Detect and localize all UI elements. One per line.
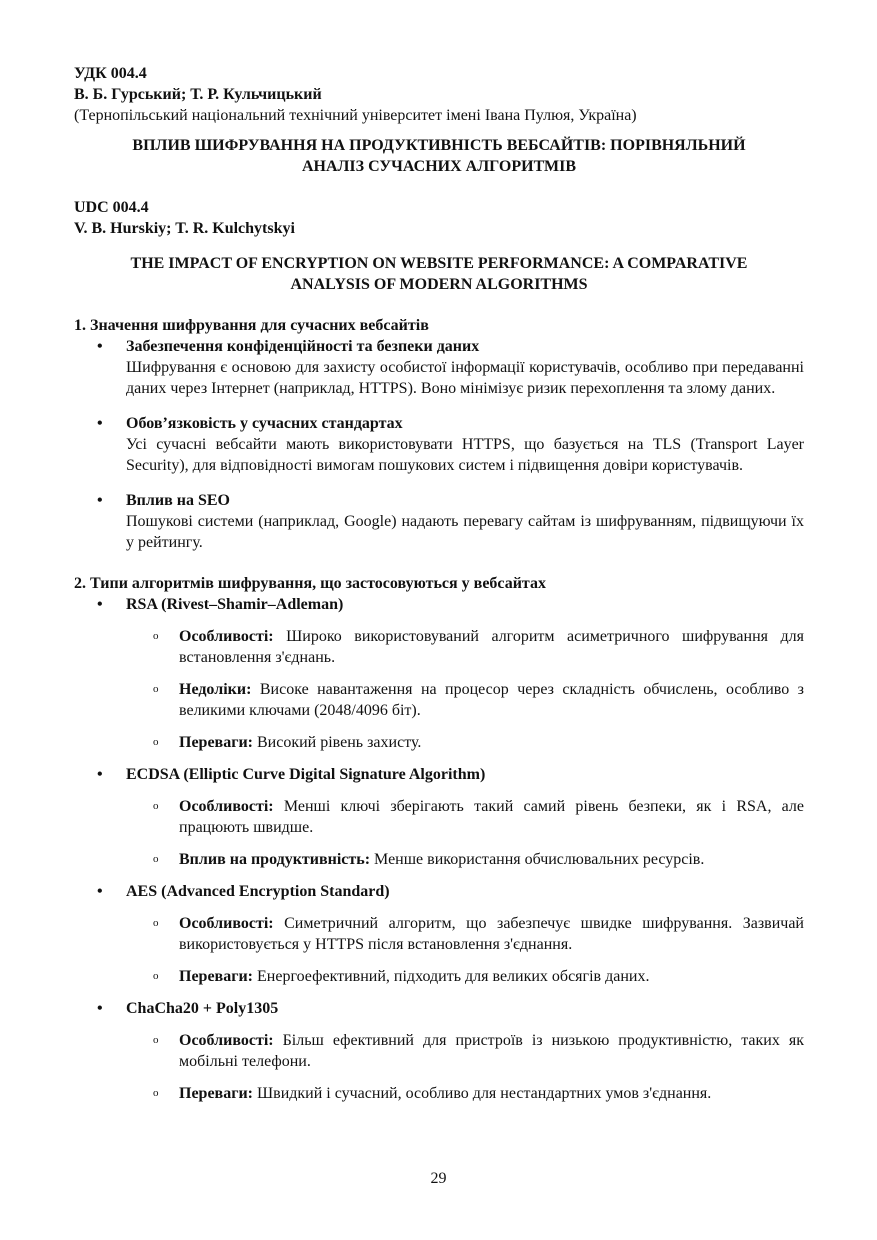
algorithm-point [74, 966, 804, 987]
algorithm-point [74, 1083, 804, 1104]
point-label: Вплив на продуктивність: [179, 851, 371, 868]
algorithm-point [74, 913, 804, 955]
section1-item-title: Вплив на SEO [126, 492, 230, 509]
point-label: Переваги: [179, 734, 253, 751]
title-en-line2: ANALYSIS OF MODERN ALGORITHMS [290, 276, 588, 293]
algorithm-point [74, 796, 804, 838]
point-label: Особливості: [179, 1032, 274, 1049]
point-label: Особливості: [179, 798, 274, 815]
circle-bullet-icon: o [153, 683, 159, 695]
algorithm-point [74, 679, 804, 721]
authors-en: V. B. Hurskiy; T. R. Kulchytskyi [74, 220, 295, 237]
bullet-dot: • [97, 338, 103, 355]
circle-bullet-icon: o [153, 1087, 159, 1099]
algorithm-name: AES (Advanced Encryption Standard) [126, 883, 390, 900]
section1-item [74, 413, 804, 476]
section1-heading: 1. Значення шифрування для сучасних вебсайтів [74, 317, 429, 334]
circle-bullet-icon: o [153, 853, 159, 865]
bullet-dot: • [97, 415, 103, 432]
algorithm-point [74, 849, 804, 870]
bullet-dot: • [97, 492, 103, 509]
point-text: Високий рівень захисту. [257, 734, 422, 751]
section1-item [74, 336, 804, 399]
section1-item-text: Пошукові системи (наприклад, Google) надають перевагу сайтам із шифруванням, підвищуючи їх у рейтингу. [126, 513, 804, 551]
circle-bullet-icon: o [153, 736, 159, 748]
algorithm-item [74, 764, 804, 785]
point-label: Особливості: [179, 915, 274, 932]
algorithm-point [74, 732, 804, 753]
algorithm-point [74, 1030, 804, 1072]
circle-bullet-icon: o [153, 800, 159, 812]
udc-ua: УДК 004.4 [74, 65, 147, 82]
point-text: Менші ключі зберігають такий самий рівень безпеки, як і RSA, але працюють швидше. [179, 798, 804, 836]
authors-ua: В. Б. Гурський; Т. Р. Кульчицький [74, 86, 322, 103]
section1-item-title: Обов’язковість у сучасних стандартах [126, 415, 403, 432]
circle-bullet-icon: o [153, 970, 159, 982]
bullet-dot: • [97, 596, 103, 613]
point-text: Високе навантаження на процесор через складність обчислень, особливо з великими ключами (2048/4096 біт). [179, 681, 805, 719]
section2-heading: 2. Типи алгоритмів шифрування, що застосовуються у вебсайтах [74, 575, 546, 592]
point-text: Менше використання обчислювальних ресурсів. [374, 851, 705, 868]
page-number: 29 [430, 1170, 447, 1187]
circle-bullet-icon: o [153, 630, 159, 642]
circle-bullet-icon: o [153, 917, 159, 929]
point-text: Симетричний алгоритм, що забезпечує швидке шифрування. Зазвичай використовується у HTTPS після встановлення з'єднання. [179, 915, 804, 953]
section1-item-text: Усі сучасні вебсайти мають використовувати HTTPS, що базується на TLS (Transport Layer Security), для відповідності вимогам пошукових систем і підвищення довіри користувачів. [126, 436, 804, 474]
algorithm-item [74, 594, 804, 615]
algorithm-name: ECDSA (Elliptic Curve Digital Signature Algorithm) [126, 766, 486, 783]
bullet-dot: • [97, 883, 103, 900]
point-text: Більш ефективний для пристроїв із низькою продуктивністю, таких як мобільні телефони. [179, 1032, 805, 1070]
point-text: Енергоефективний, підходить для великих обсягів даних. [257, 968, 650, 985]
point-label: Недоліки: [179, 681, 252, 698]
point-text: Широко використовуваний алгоритм асиметричного шифрування для встановлення з'єднань. [179, 628, 805, 666]
bullet-dot: • [97, 1000, 103, 1017]
section1-item-text: Шифрування є основою для захисту особистої інформації користувачів, особливо при передаванні даних через Інтернет (наприклад, HTTPS). Воно мінімізує ризик перехоплення та злому даних. [126, 359, 804, 397]
page-content [74, 63, 804, 1104]
algorithm-point [74, 626, 804, 668]
section1-item [74, 490, 804, 553]
algorithm-item [74, 881, 804, 902]
point-label: Переваги: [179, 968, 253, 985]
section1-item-title: Забезпечення конфіденційності та безпеки даних [126, 338, 480, 355]
title-ua-line2: АНАЛІЗ СУЧАСНИХ АЛГОРИТМІВ [301, 158, 577, 175]
circle-bullet-icon: o [153, 1034, 159, 1046]
bullet-dot: • [97, 766, 103, 783]
algorithm-item [74, 998, 804, 1019]
udc-en: UDC 004.4 [74, 199, 149, 216]
point-label: Особливості: [179, 628, 274, 645]
algorithm-name: ChaCha20 + Poly1305 [126, 1000, 279, 1017]
title-en-line1: THE IMPACT OF ENCRYPTION ON WEBSITE PERFORMANCE: A COMPARATIVE [130, 255, 748, 272]
title-ua-line1: ВПЛИВ ШИФРУВАННЯ НА ПРОДУКТИВНІСТЬ ВЕБСАЙТІВ: ПОРІВНЯЛЬНИЙ [132, 137, 746, 154]
point-label: Переваги: [179, 1085, 253, 1102]
algorithm-name: RSA (Rivest–Shamir–Adleman) [126, 596, 344, 613]
point-text: Швидкий і сучасний, особливо для нестандартних умов з'єднання. [257, 1085, 712, 1102]
affiliation-ua: (Тернопільський національний технічний університет імені Івана Пулюя, Україна) [74, 107, 637, 124]
